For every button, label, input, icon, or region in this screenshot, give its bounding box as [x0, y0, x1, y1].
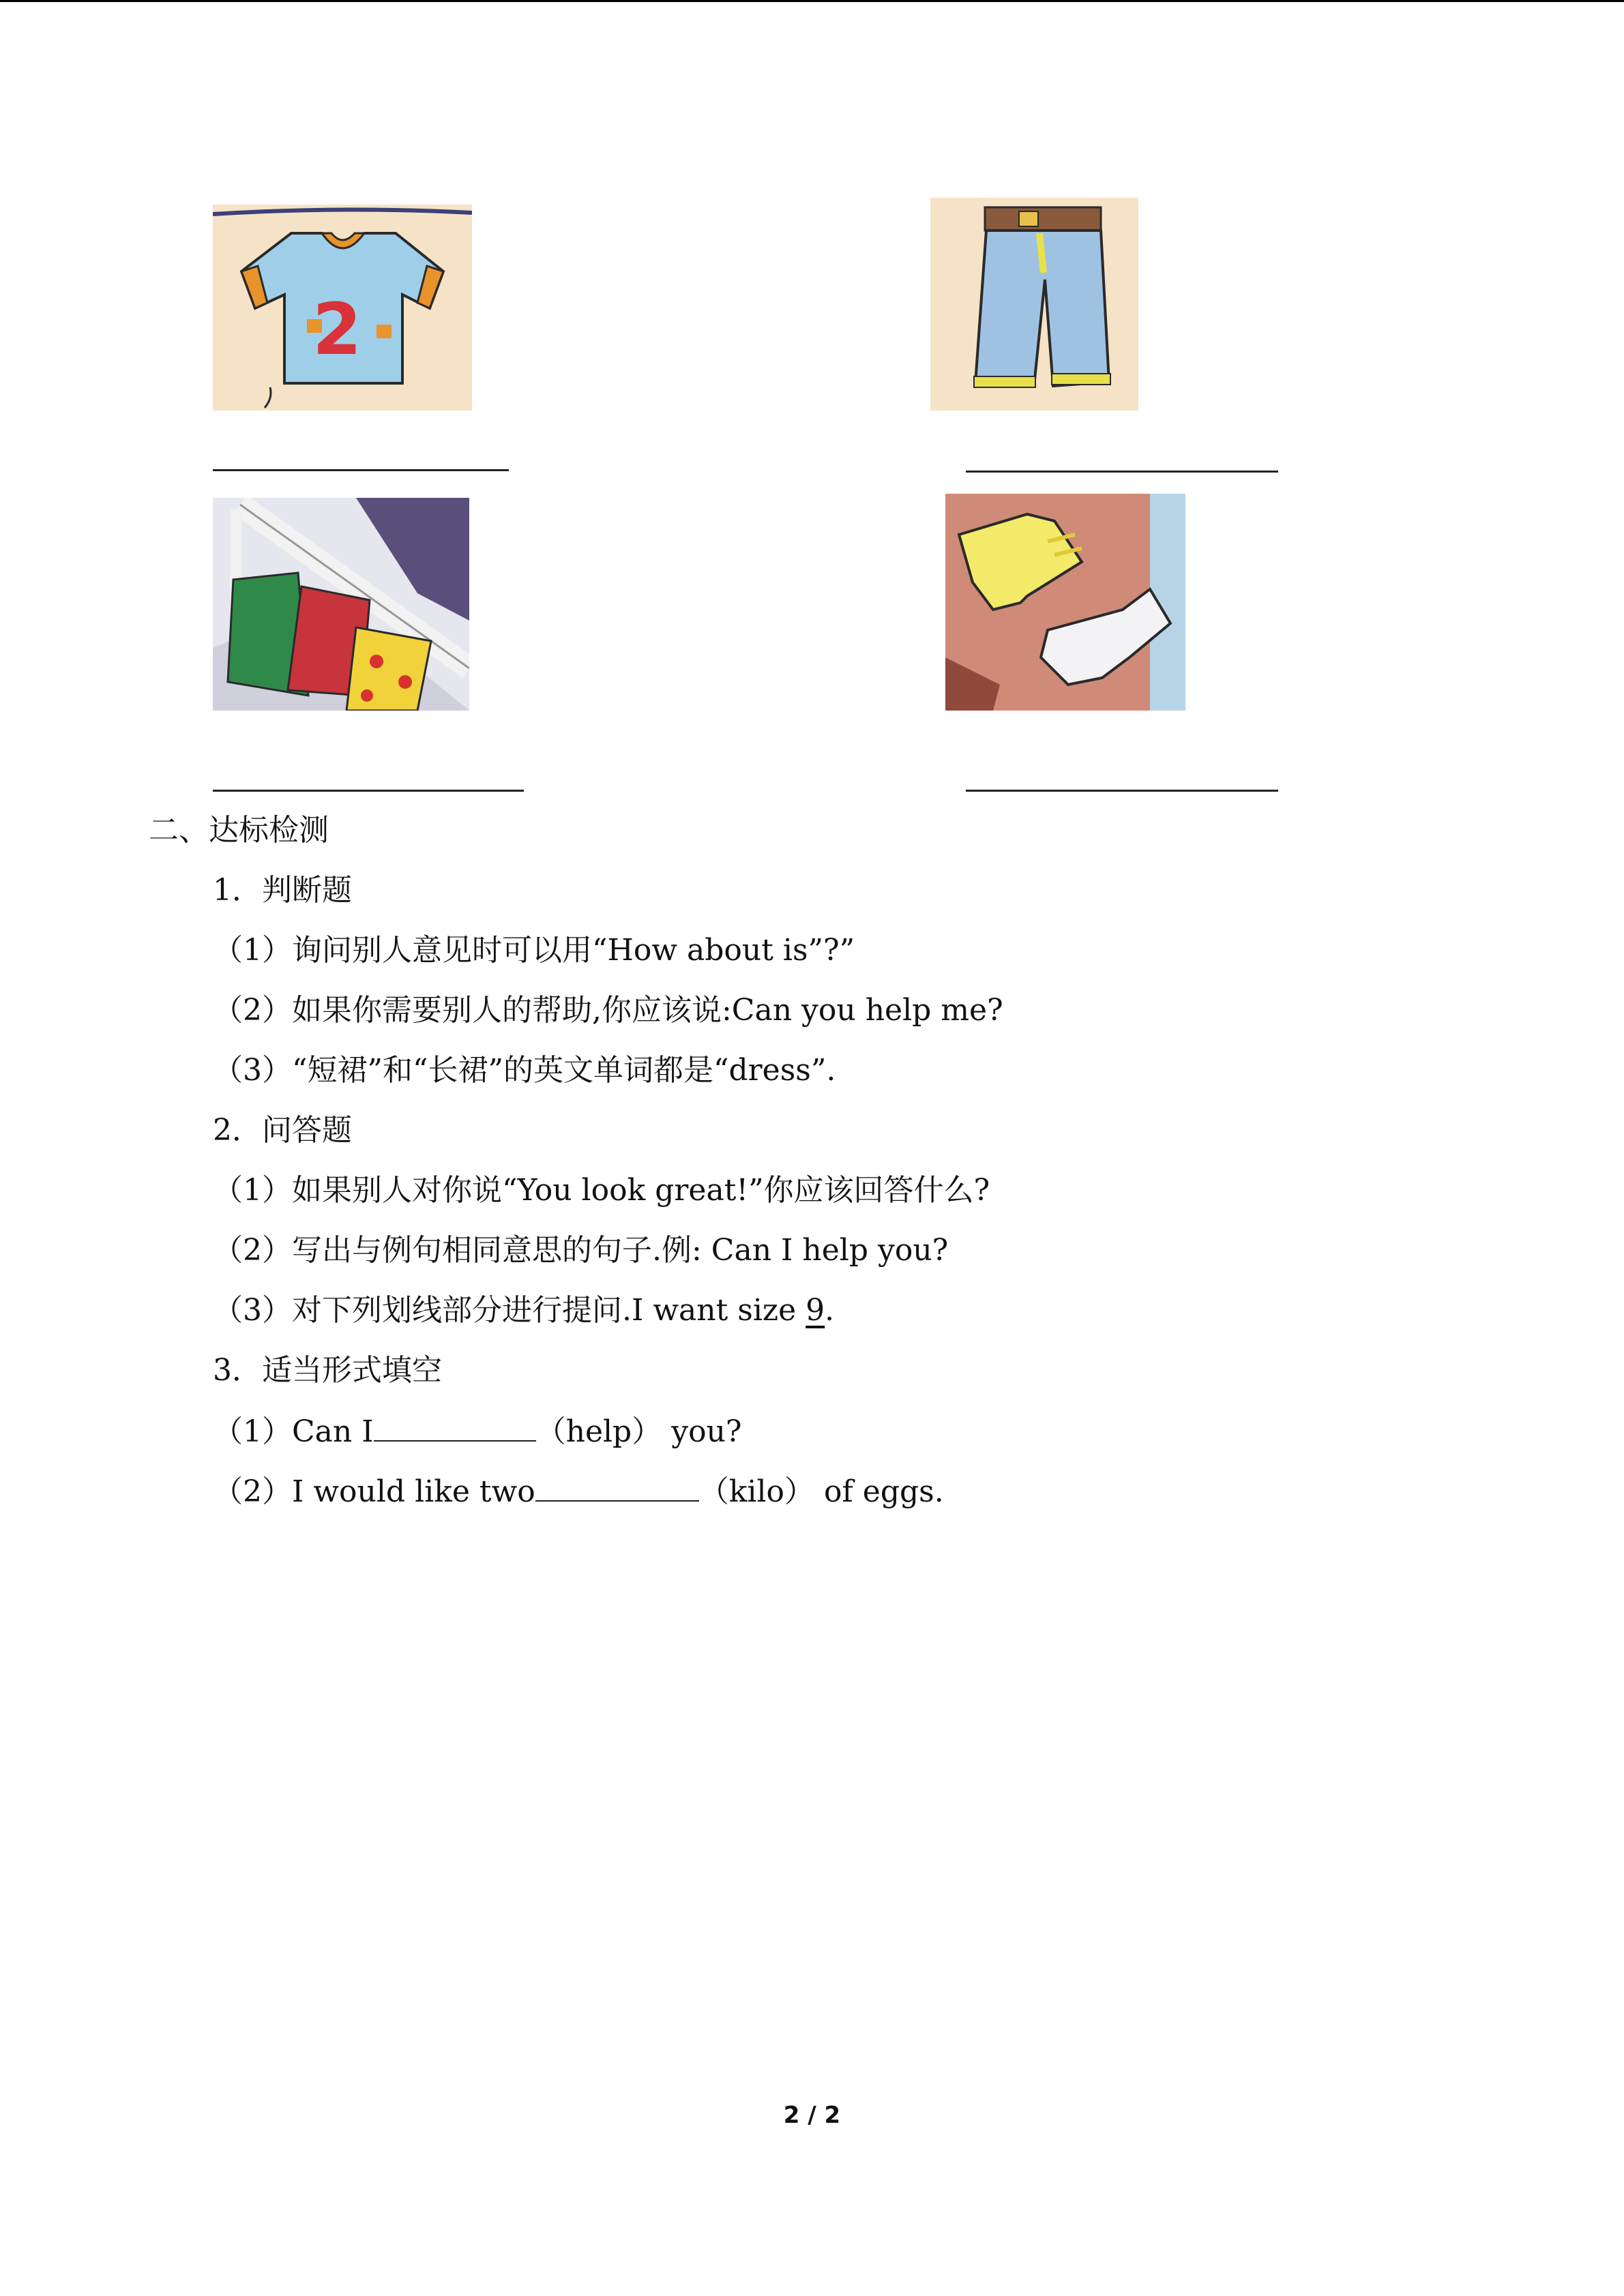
socks-picture: [945, 494, 1185, 711]
part-3-item-1: [213, 1412, 742, 1452]
item-text: 对下列划线部分进行提问.I want size: [292, 1293, 806, 1328]
page-number: 2 / 2: [783, 2102, 841, 2129]
part-2-item-1: [213, 1170, 990, 1211]
part-1-item-3: [213, 1050, 836, 1091]
item-number: （1）: [213, 1414, 292, 1449]
item-text-end: .: [825, 1293, 835, 1328]
part-2-item-2: [213, 1230, 948, 1271]
item-number: （2）: [213, 1233, 292, 1268]
item-number: （3）: [213, 1053, 292, 1088]
part-3-title: 3．适当形式填空: [213, 1353, 442, 1388]
pants-illustration: [930, 198, 1138, 411]
item-text: 写出与例句相同意思的句子.例: Can I help you?: [292, 1233, 949, 1268]
word-hint: （help）: [535, 1414, 662, 1449]
item-text: 询问别人意见时可以用“How about is”?”: [292, 933, 855, 968]
item-text: I would like two: [292, 1474, 535, 1509]
socks-illustration: [945, 494, 1185, 711]
fill-blank[interactable]: [535, 1473, 699, 1502]
page-top-border: [0, 0, 1624, 2]
fill-blank[interactable]: [374, 1413, 536, 1442]
section-title: 二、达标检测: [149, 813, 329, 848]
answer-line-2: [966, 471, 1278, 473]
item-number: （1）: [213, 933, 292, 968]
skirts-illustration: [213, 498, 469, 711]
answer-line-3: [213, 790, 524, 792]
word-hint: （kilo）: [698, 1474, 815, 1509]
item-number: （3）: [213, 1293, 292, 1328]
part-3-item-2: [213, 1472, 944, 1512]
part-1-item-1: [213, 930, 855, 971]
item-text-end: of eggs.: [814, 1474, 944, 1509]
pants-picture: [930, 198, 1138, 411]
t-shirt-number: 2: [312, 288, 362, 371]
answer-line-1: [213, 469, 509, 471]
item-text: 如果你需要别人的帮助,你应该说:Can you help me?: [292, 993, 1003, 1028]
item-number: （2）: [213, 1474, 292, 1509]
part-1-item-2: [213, 990, 1003, 1031]
answer-line-4: [966, 790, 1278, 792]
part-1-title: 1．判断题: [213, 873, 352, 908]
underlined-part: 9: [806, 1293, 825, 1328]
item-text-end: you?: [662, 1414, 742, 1449]
skirts-picture: [213, 498, 469, 711]
item-number: （1）: [213, 1173, 292, 1208]
item-number: （2）: [213, 993, 292, 1028]
item-text: Can I: [292, 1414, 374, 1449]
part-2-title: 2．问答题: [213, 1113, 352, 1148]
item-text: 如果别人对你说“You look great!”你应该回答什么?: [292, 1173, 990, 1208]
item-text: “短裙”和“长裙”的英文单词都是“dress”.: [292, 1053, 836, 1088]
part-2-item-3: [213, 1290, 834, 1331]
